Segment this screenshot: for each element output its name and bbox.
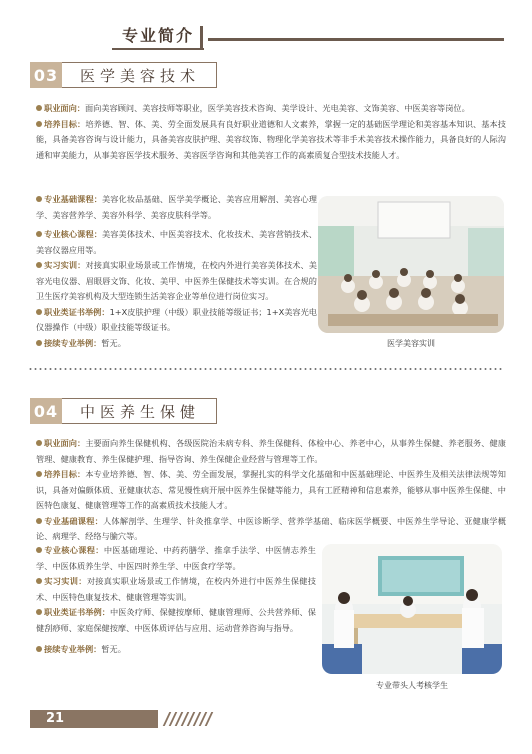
section-heading-03 — [30, 62, 217, 88]
item-core-courses: 专业核心课程：美容美体技术、中医美容技术、化妆技术、美容营销技术、美容仪器应用等。 — [36, 229, 317, 255]
bullet-icon — [36, 518, 42, 524]
item-continuing: 接续专业举例：暂无。 — [36, 642, 316, 658]
item-practice: 实习实训：对接真实职业场景或工作情境，在校内外进行美容美体技术、美容光电仪器、眉眼唇文饰、化妆、美甲、中医养生保健技术等实训。在合规的卫生医疗美容机构及大型连锁生活美容企业等单位进行岗位实习。 — [36, 260, 317, 301]
section-title: 医学美容技术 — [62, 62, 217, 88]
bullet-icon — [36, 440, 42, 446]
section-heading-04 — [30, 398, 217, 424]
bullet-icon — [36, 231, 42, 237]
photo-caption: 医学美容实训 — [387, 339, 435, 348]
item-practice: 实习实训：对接真实职业场景或工作情境，在校内外进行中医养生保健技术、中医特色康复技术、健康管理等实训。 — [36, 576, 316, 602]
section-number: 04 — [30, 398, 62, 424]
page-header-title: 专业简介 — [112, 22, 204, 50]
photo-caption: 专业带头人考核学生 — [376, 681, 448, 690]
item-career: 职业面向：主要面向养生保健机构、各级医院治未病专科、养生保健科、体检中心、养老中心，从事养生保健、养老服务、健康管理、健康教育、养生保健护理、指导咨询、养生保健企业经营与管理等工作。 — [36, 438, 506, 464]
section-03-intro — [36, 101, 506, 163]
item-career: 职业面向：面向美容顾问、美容技师等职业，医学美容技术咨询、美学设计、光电美容、文饰美容、中医美容等岗位。 — [36, 101, 506, 117]
item-basic-courses: 专业基础课程：美容化妆品基础、医学美学概论、美容应用解剖、美容心理学、美容营养学、美容外科学、美容皮肤科学等。 — [36, 194, 317, 220]
item-goal: 培养目标：本专业培养德、智、体、美、劳全面发展，掌握扎实的科学文化基础和中医基础理论、中医养生及相关法律法规等知识，具备对偏颇体质、亚健康状态、常见慢性病开展中医养生保健等能力，具有工匠精神和信息素养，能够从事中医养生保健、中医特色康复、健康管理等工作的高素质技术技能人才。 — [36, 469, 506, 510]
bullet-icon — [36, 340, 42, 346]
bullet-icon — [36, 105, 42, 111]
item-basic-courses: 专业基础课程：人体解剖学、生理学、针灸推拿学、中医诊断学、营养学基础、临床医学概要、中医养生学导论、亚健康学概论、病理学、经络与腧穴等。 — [36, 515, 506, 541]
section-title: 中医养生保健 — [62, 398, 217, 424]
bullet-icon — [36, 609, 42, 615]
item-core-courses: 专业核心课程：中医基础理论、中药药膳学、推拿手法学、中医情志养生学、中医体质养生学、中医四时养生学、中医食疗学等。 — [36, 545, 316, 571]
bullet-icon — [36, 196, 42, 202]
classroom-photo — [318, 196, 504, 333]
bullet-icon — [36, 471, 42, 477]
item-continuing: 接续专业举例：暂无。 — [36, 336, 317, 352]
bullet-icon — [36, 121, 42, 127]
page-number: 21 — [46, 711, 65, 726]
bullet-icon — [36, 309, 42, 315]
header-rule-right — [208, 38, 504, 41]
bullet-icon — [36, 578, 42, 584]
dotted-divider — [28, 368, 504, 370]
header-divider-mark — [200, 26, 203, 50]
assessment-photo — [322, 544, 502, 674]
bullet-icon — [36, 547, 42, 553]
item-certificates: 职业类证书举例：中医灸疗师、保健按摩师、健康管理师、公共营养师、保健刮痧师、家庭保健按摩、中医体质评估与应用、运动营养咨询与指导。 — [36, 607, 316, 633]
section-03-details — [36, 192, 317, 351]
section-04-intro — [36, 436, 506, 545]
section-04-details — [36, 543, 316, 658]
item-certificates: 职业类证书举例：1+X皮肤护理（中级）职业技能等级证书；1+X美容光电仪器操作（中级）职业技能等级证书。 — [36, 306, 317, 332]
bullet-icon — [36, 262, 42, 268]
section-number: 03 — [30, 62, 62, 88]
bullet-icon — [36, 646, 42, 652]
item-goal: 培养目标：培养德、智、体、美、劳全面发展具有良好职业道德和人文素养，掌握一定的基础医学理论和美容基本知识、基本技能，具备美容咨询与设计能力，具备美容皮肤护理、美容纹饰、物理化学美容技术等非手术美容技术操作能力，具备良好的人际沟通和审美能力，从事美容医学技术服务、美容医学咨询和其他美容工作的高素质复合型技术技能人才。 — [36, 118, 506, 160]
